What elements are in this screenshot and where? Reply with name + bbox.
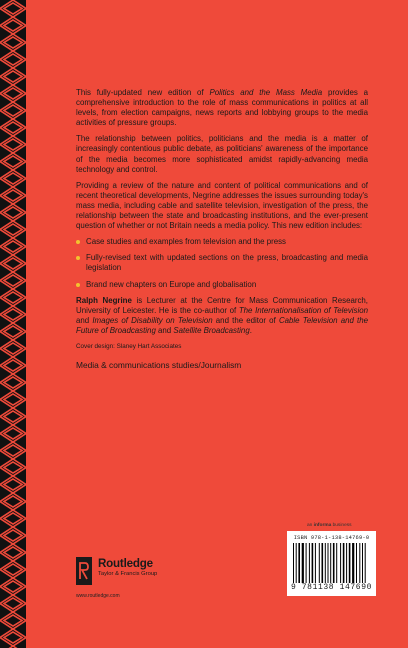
barcode-bar bbox=[328, 543, 329, 583]
barcode-panel bbox=[287, 531, 376, 596]
barcode-bar bbox=[302, 543, 304, 583]
barcode-bar bbox=[365, 543, 366, 583]
barcode-bar bbox=[333, 543, 335, 583]
publisher-group: Taylor & Francis Group bbox=[98, 571, 158, 577]
subject-category: Media & communications studies/Journalism bbox=[76, 360, 242, 371]
barcode-bar bbox=[296, 543, 297, 583]
barcode-bar bbox=[343, 543, 345, 583]
barcode-bar bbox=[312, 543, 314, 583]
intro-paragraph: This fully-updated new edition of Politics and the Mass Media provides a comprehensive introduction to the role of mass communications in politics at all levels, from election campaigns, news reports and lobbying groups to the media activities of pressure groups. bbox=[76, 88, 369, 128]
barcode-bar bbox=[325, 543, 326, 583]
barcode-bar bbox=[346, 543, 347, 583]
isbn-text: ISBN 978-1-138-14769-0 bbox=[293, 535, 370, 541]
barcode-bar bbox=[298, 543, 300, 583]
barcode-bar bbox=[359, 543, 360, 583]
barcode-icon bbox=[293, 543, 370, 583]
cover-design-credit: Cover design: Slaney Hart Associates bbox=[76, 342, 182, 350]
barcode-bar bbox=[293, 543, 294, 583]
barcode-bar bbox=[330, 543, 331, 583]
barcode-bar bbox=[362, 543, 363, 583]
barcode-bar bbox=[349, 543, 351, 583]
diamond-pattern bbox=[0, 0, 26, 648]
paragraph-3: Providing a review of the nature and content of political communications and of recent theoretical developments, Negrine addresses the issues surrounding today's mass media, including cable and satellite television, investigation of the press, the relationship between the state and broadcasting institutions, and the ever-present question of whether or not Britain needs a media policy. This new edition includes: bbox=[76, 180, 368, 231]
diamond-pattern-border bbox=[0, 0, 26, 648]
barcode-bar bbox=[319, 543, 320, 583]
author-bio: Ralph Negrine is Lecturer at the Centre for Mass Communication Research, University of Leicester. He is the co-author of The Internationalisation of Television and Images of Disability on Television and the editor of Cable Television and the Future of Broadcasting and Satellite Broadcasting. bbox=[76, 295, 368, 335]
barcode-bar bbox=[336, 543, 337, 583]
feature-item: Case studies and examples from television and the press bbox=[76, 237, 368, 247]
author-name: Ralph Negrine bbox=[76, 295, 132, 305]
barcode-bar bbox=[352, 543, 354, 583]
feature-item: Brand new chapters on Europe and globalisation bbox=[76, 280, 368, 290]
book-title: Politics and the Mass Media bbox=[209, 88, 323, 97]
informa-tagline: an informa business bbox=[307, 523, 352, 528]
paragraph-2: The relationship between politics, politicians and the media is a matter of increasingly contentious public debate, as politicians' awareness of the importance of the media becomes more sophisticated amidst rapidly-advancing media technology and control. bbox=[76, 134, 368, 174]
barcode-bar bbox=[309, 543, 310, 583]
barcode-bar bbox=[315, 543, 316, 583]
barcode-digits: 9 781138 147690 bbox=[290, 583, 372, 592]
barcode-bar bbox=[306, 543, 307, 583]
barcode-bar bbox=[356, 543, 357, 583]
barcode-bar bbox=[340, 543, 341, 583]
blurb-text bbox=[76, 88, 368, 370]
routledge-logo-icon bbox=[76, 557, 92, 585]
publisher-url: www.routledge.com bbox=[76, 593, 120, 599]
publisher-name: Routledge bbox=[98, 557, 153, 570]
feature-list bbox=[76, 237, 368, 289]
feature-item: Fully-revised text with updated sections on the press, broadcasting and media legislation bbox=[76, 253, 368, 273]
barcode-bar bbox=[322, 543, 324, 583]
